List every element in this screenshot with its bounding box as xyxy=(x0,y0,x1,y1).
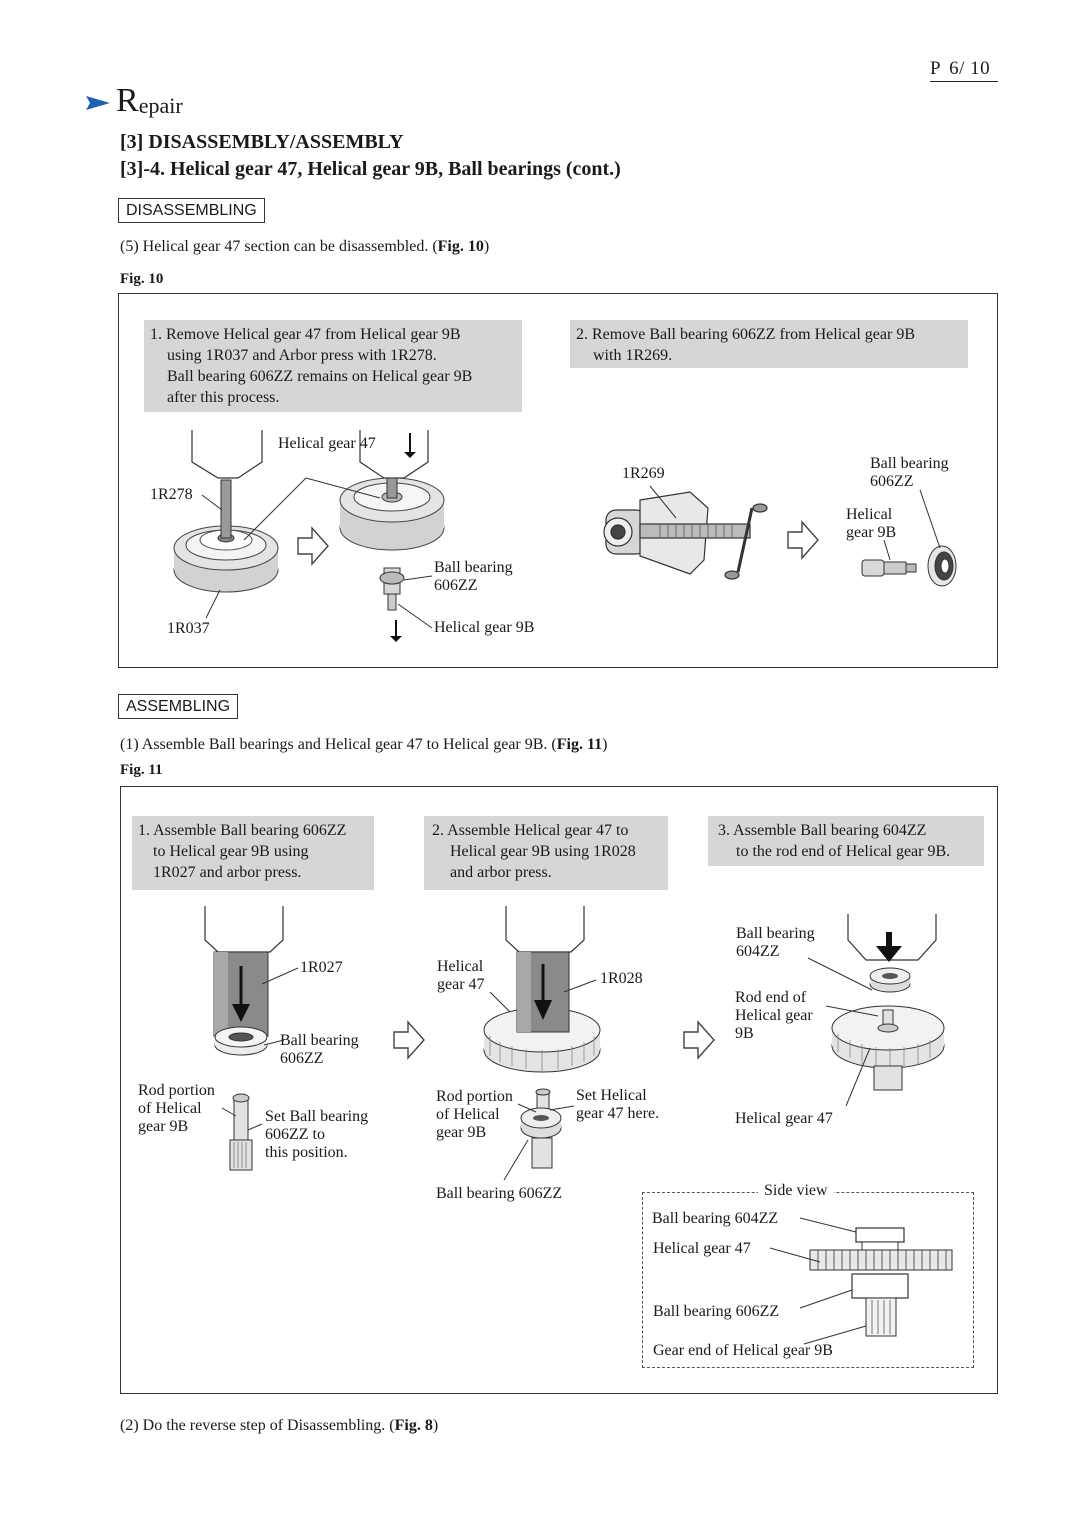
step-line: using 1R037 and Arbor press with 1R278. xyxy=(167,347,437,364)
side-label-bb604: Ball bearing 604ZZ xyxy=(652,1210,779,1227)
label-ball-bearing xyxy=(280,1032,359,1068)
heading-disassembly-assembly: [3] DISASSEMBLY/ASSEMBLY xyxy=(120,131,404,153)
step-close: ) xyxy=(432,1417,439,1434)
label-1r037: 1R037 xyxy=(167,620,210,637)
fig11-label: Fig. 11 xyxy=(120,762,163,778)
label-line: gear 47 here. xyxy=(576,1105,660,1122)
disassembling-label: DISASSEMBLING xyxy=(118,198,265,223)
label-line: of Helical xyxy=(436,1106,500,1123)
section-title: epair xyxy=(138,93,183,118)
fig-ref: Fig. 11 xyxy=(556,736,603,753)
step-text: (5) Helical gear 47 section can be disassembled. ( xyxy=(120,238,438,255)
label-helical-gear-47-p3: Helical gear 47 xyxy=(735,1110,833,1127)
label-set-helical xyxy=(576,1087,659,1123)
label-line: 606ZZ xyxy=(280,1050,324,1067)
label-ball-bearing-606zz-p2: Ball bearing 606ZZ xyxy=(436,1185,563,1202)
assembling-label: ASSEMBLING xyxy=(118,694,238,719)
reverse-step xyxy=(120,1417,438,1435)
label-ball-bearing-606zz-2: Ball bearing 606ZZ xyxy=(870,455,949,490)
fig-ref: Fig. 10 xyxy=(437,238,484,255)
label-set-ball-bearing xyxy=(265,1108,368,1162)
step-line: to the rod end of Helical gear 9B. xyxy=(736,843,951,860)
label-1r278: 1R278 xyxy=(150,486,193,503)
label-line: of Helical xyxy=(138,1100,202,1117)
label-line: Rod portion xyxy=(138,1082,215,1099)
label-ball-bearing-604zz xyxy=(736,925,815,961)
step-close: ) xyxy=(483,238,490,255)
label-ball-bearing-606zz: Ball bearing 606ZZ xyxy=(434,559,513,594)
step-line: 1R027 and arbor press. xyxy=(153,864,302,881)
label-line: gear 9B xyxy=(436,1124,487,1141)
step-line: with 1R269. xyxy=(593,347,673,364)
side-view-title: Side view xyxy=(758,1182,834,1200)
step-line: 2. Assemble Helical gear 47 to xyxy=(432,822,629,839)
step-line: to Helical gear 9B using xyxy=(153,843,309,860)
label-text: Helical gear 47 xyxy=(278,435,376,452)
label-rod-portion-1 xyxy=(138,1082,215,1136)
step-line: 3. Assemble Ball bearing 604ZZ xyxy=(718,822,927,839)
step-line: Helical gear 9B using 1R028 xyxy=(450,843,636,860)
label-rod-end xyxy=(735,989,813,1043)
label-1r028: 1R028 xyxy=(600,970,643,987)
fig10-label: Fig. 10 xyxy=(120,271,164,287)
step-line: 2. Remove Ball bearing 606ZZ from Helical gear 9B xyxy=(576,326,916,343)
step-line: 1. Assemble Ball bearing 606ZZ xyxy=(138,822,347,839)
label-line: Ball bearing xyxy=(280,1032,359,1049)
label-line: Set Helical xyxy=(576,1087,647,1104)
step-close: ) xyxy=(602,736,608,753)
label-line: 606ZZ to xyxy=(265,1126,325,1143)
step-line: 1. Remove Helical gear 47 from Helical gear 9B xyxy=(150,326,461,343)
step-line: after this process. xyxy=(167,389,280,406)
label-helical-gear-9b-2: Helical gear 9B xyxy=(846,506,897,541)
label-rod-portion-2 xyxy=(436,1088,513,1142)
label-1r269: 1R269 xyxy=(622,465,665,482)
label-line: this position. xyxy=(265,1144,348,1161)
label-line: Helical gear xyxy=(735,1007,813,1024)
label-line: Ball bearing xyxy=(736,925,815,942)
section-initial: R xyxy=(116,82,139,119)
side-label-bb606: Ball bearing 606ZZ xyxy=(653,1303,780,1320)
label-helical-gear-9b: Helical gear 9B xyxy=(434,619,535,636)
step-line: Ball bearing 606ZZ remains on Helical gear 9B xyxy=(167,368,473,385)
label-line: 604ZZ xyxy=(736,943,780,960)
page-count: 6/ 10 xyxy=(949,58,991,79)
label-helical-gear-47-p2 xyxy=(437,958,485,994)
page-prefix: P xyxy=(930,58,942,79)
fig-ref: Fig. 8 xyxy=(394,1417,433,1434)
side-label-gear-end: Gear end of Helical gear 9B xyxy=(653,1342,833,1359)
side-label-hg47: Helical gear 47 xyxy=(653,1240,751,1257)
label-line: Rod end of xyxy=(735,989,807,1006)
label-line: gear 9B xyxy=(138,1118,189,1135)
label-line: Helical xyxy=(437,958,484,975)
label-line: 9B xyxy=(735,1025,754,1042)
label-line: gear 47 xyxy=(437,976,485,993)
label-line: Set Ball bearing xyxy=(265,1108,369,1125)
step-line: and arbor press. xyxy=(450,864,552,881)
label-1r027: 1R027 xyxy=(300,959,343,976)
step-text: (1) Assemble Ball bearings and Helical gear 47 to Helical gear 9B. ( xyxy=(120,736,557,753)
step-text: (2) Do the reverse step of Disassembling. ( xyxy=(120,1417,395,1434)
heading-helical-gear: [3]-4. Helical gear 47, Helical gear 9B, Ball bearings (cont.) xyxy=(120,158,621,180)
label-line: Rod portion xyxy=(436,1088,513,1105)
